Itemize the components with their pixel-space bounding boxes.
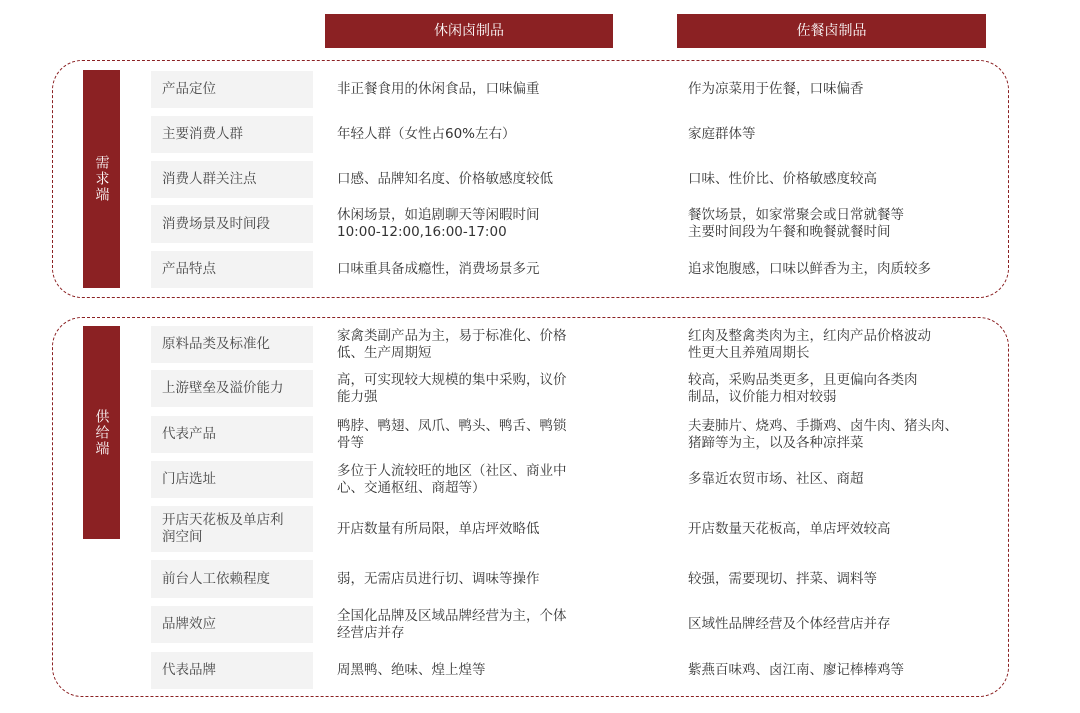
xiuxian-cell: 全国化品牌及区域品牌经营为主，个体 经营店并存 xyxy=(337,607,567,641)
xiuxian-cell: 休闲场景，如追剧聊天等闲暇时间 10:00-12:00,16:00-17:00 xyxy=(337,207,540,240)
supply-row xyxy=(0,326,1080,363)
zuocan-cell: 较高，采购品类更多，且更偏向各类肉 制品，议价能力相对较弱 xyxy=(688,371,918,405)
row-label: 品牌效应 xyxy=(151,606,313,643)
supply-row xyxy=(0,606,1080,643)
row-label: 消费场景及时间段 xyxy=(151,205,313,243)
zuocan-cell: 紫燕百味鸡、卤江南、廖记棒棒鸡等 xyxy=(688,662,904,678)
zuocan-cell: 口味、性价比、价格敏感度较高 xyxy=(688,171,877,187)
supply-row xyxy=(0,560,1080,598)
demand-row xyxy=(0,205,1080,243)
zuocan-cell: 家庭群体等 xyxy=(688,126,756,142)
zuocan-cell: 夫妻肺片、烧鸡、手撕鸡、卤牛肉、猪头肉、 猪蹄等为主，以及各种凉拌菜 xyxy=(688,417,958,451)
header-xiuxian: 休闲卤制品 xyxy=(325,14,613,48)
supply-side-label-text: 供给端 xyxy=(93,408,110,457)
demand-side-label-text: 需求端 xyxy=(93,155,110,203)
demand-row xyxy=(0,116,1080,153)
row-label: 产品特点 xyxy=(151,251,313,288)
zuocan-cell: 追求饱腹感，口味以鲜香为主，肉质较多 xyxy=(688,261,931,277)
xiuxian-cell: 周黑鸭、绝味、煌上煌等 xyxy=(337,662,486,678)
row-label: 代表产品 xyxy=(151,416,313,453)
xiuxian-cell: 非正餐食用的休闲食品，口味偏重 xyxy=(337,81,540,97)
row-label: 原料品类及标准化 xyxy=(151,326,313,363)
row-label: 上游壁垒及溢价能力 xyxy=(151,370,313,407)
row-label: 门店选址 xyxy=(151,461,313,498)
zuocan-cell: 餐饮场景，如家常聚会或日常就餐等 主要时间段为午餐和晚餐就餐时间 xyxy=(688,207,904,240)
xiuxian-cell: 开店数量有所局限，单店坪效略低 xyxy=(337,520,540,537)
xiuxian-cell: 口感、品牌知名度、价格敏感度较低 xyxy=(337,171,553,187)
xiuxian-cell: 弱，无需店员进行切、调味等操作 xyxy=(337,570,540,587)
row-label: 代表品牌 xyxy=(151,652,313,689)
xiuxian-cell: 口味重具备成瘾性，消费场景多元 xyxy=(337,261,540,277)
supply-row xyxy=(0,506,1080,552)
supply-row xyxy=(0,461,1080,498)
row-label: 开店天花板及单店利 润空间 xyxy=(151,506,313,552)
demand-row xyxy=(0,161,1080,198)
demand-row xyxy=(0,71,1080,108)
xiuxian-cell: 鸭脖、鸭翅、凤爪、鸭头、鸭舌、鸭锁 骨等 xyxy=(337,417,567,451)
row-label: 前台人工依赖程度 xyxy=(151,560,313,598)
xiuxian-cell: 家禽类副产品为主，易于标准化、价格 低、生产周期短 xyxy=(337,327,567,361)
zuocan-cell: 较强，需要现切、拌菜、调料等 xyxy=(688,570,877,587)
zuocan-cell: 区域性品牌经营及个体经营店并存 xyxy=(688,616,891,632)
xiuxian-cell: 年轻人群（女性占60%左右） xyxy=(337,126,516,142)
zuocan-cell: 作为凉菜用于佐餐，口味偏香 xyxy=(688,81,864,97)
supply-row xyxy=(0,370,1080,407)
row-label: 主要消费人群 xyxy=(151,116,313,153)
zuocan-cell: 红肉及整禽类肉为主，红肉产品价格波动 性更大且养殖周期长 xyxy=(688,327,931,361)
xiuxian-cell: 多位于人流较旺的地区（社区、商业中 心、交通枢纽、商超等） xyxy=(337,462,567,496)
row-label: 产品定位 xyxy=(151,71,313,108)
row-label: 消费人群关注点 xyxy=(151,161,313,198)
header-zuocan: 佐餐卤制品 xyxy=(677,14,986,48)
xiuxian-cell: 高，可实现较大规模的集中采购，议价 能力强 xyxy=(337,371,567,405)
zuocan-cell: 开店数量天花板高，单店坪效较高 xyxy=(688,520,891,537)
supply-row xyxy=(0,416,1080,453)
zuocan-cell: 多靠近农贸市场、社区、商超 xyxy=(688,471,864,487)
supply-row xyxy=(0,652,1080,689)
demand-row xyxy=(0,251,1080,288)
